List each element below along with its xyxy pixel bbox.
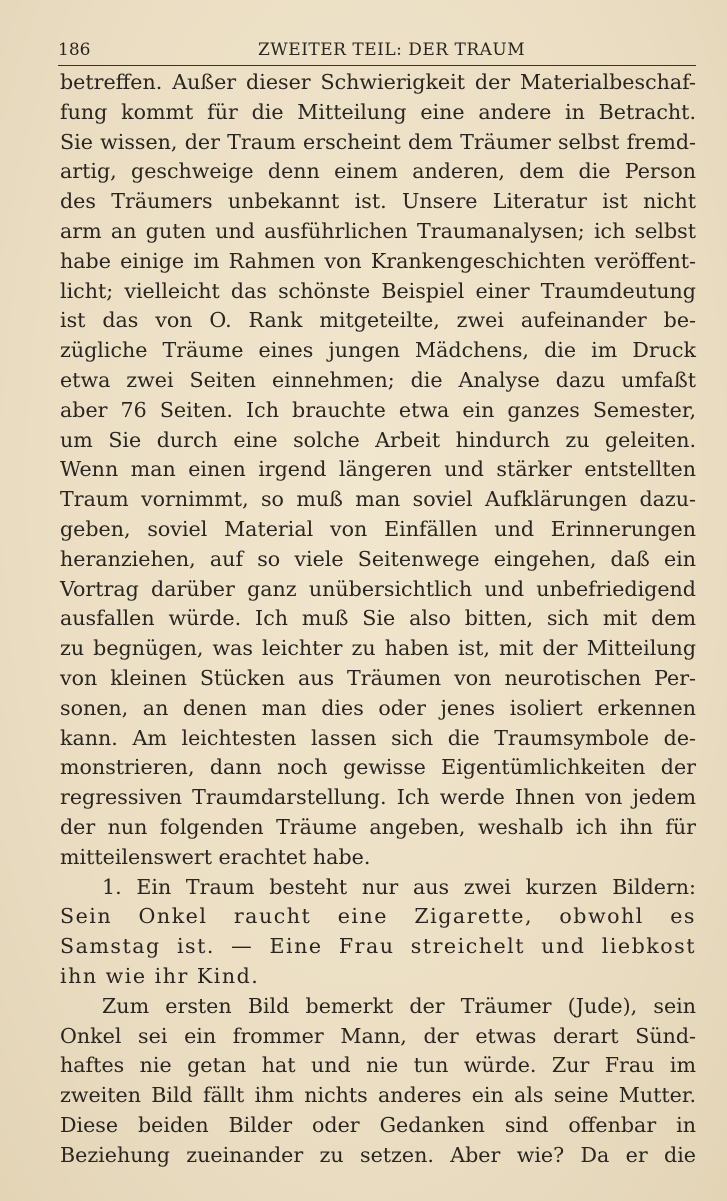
text-line: Samstag ist. — Eine Frau streichelt und liebkost [60,934,696,959]
body-text [60,68,700,1170]
text-line: heranziehen, auf so viele Seitenwege eingehen, daß ein [60,546,696,571]
text-line: zweiten Bild fällt ihm nichts anderes ein als seine Mutter. [60,1083,696,1108]
text-line: Zum ersten Bild bemerkt der Träumer (Jude), sein [102,993,696,1018]
text-line: zügliche Träume eines jungen Mädchens, die im Druck [60,338,696,363]
text-line: Diese beiden Bilder oder Gedanken sind offenbar in [60,1112,696,1137]
text-line: von kleinen Stücken aus Träumen von neurotischen Per- [60,665,696,690]
text-line: etwa zwei Seiten einnehmen; die Analyse dazu umfaßt [60,367,696,392]
text-line: mitteilenswert erachtet habe. [60,844,371,869]
text-line: ausfallen würde. Ich muß Sie also bitten, sich mit dem [60,606,696,631]
page-header [58,38,696,64]
text-line: geben, soviel Material von Einfällen und Erinnerungen [60,516,696,541]
text-line: zu begnügen, was leichter zu haben ist, mit der Mitteilung [60,636,696,661]
text-line: betreffen. Außer dieser Schwierigkeit der Materialbeschaf- [60,70,696,94]
page-number: 186 [58,40,91,60]
text-line: artig, geschweige denn einem anderen, dem die Person [60,159,696,184]
text-line: aber 76 Seiten. Ich brauchte etwa ein ganzes Semester, [60,397,696,422]
text-line: regressiven Traumdarstellung. Ich werde Ihnen von jedem [60,785,696,810]
text-line: monstrieren, dann noch gewisse Eigentümlichkeiten der [60,755,696,780]
text-line: Wenn man einen irgend längeren und stärker entstellten [60,457,696,482]
text-line: um Sie durch eine solche Arbeit hindurch zu geleiten. [60,427,696,452]
text-line: der nun folgenden Träume angeben, weshalb ich ihn für [60,814,696,839]
text-line: fung kommt für die Mitteilung eine andere in Betracht. [60,99,696,124]
text-line: ist das von O. Rank mitgeteilte, zwei aufeinander be- [60,308,696,333]
text-line: kann. Am leichtesten lassen sich die Traumsymbole de- [60,725,696,750]
text-line: sonen, an denen man dies oder jenes isoliert erkennen [60,695,696,720]
text-line: arm an guten und ausführlichen Traumanalysen; ich selbst [60,218,696,243]
text-line: des Träumers unbekannt ist. Unsere Literatur ist nicht [60,189,696,214]
text-line: Sie wissen, der Traum erscheint dem Träumer selbst fremd- [60,129,696,154]
header-rule [58,65,696,66]
text-line: Onkel sei ein frommer Mann, der etwas derart Sünd- [60,1023,696,1048]
text-line: habe einige im Rahmen von Krankengeschichten veröffent- [60,248,696,273]
text-line: ihn wie ihr Kind. [60,963,260,988]
text-line: licht; vielleicht das schönste Beispiel einer Traumdeutung [60,278,696,303]
text-line: Vortrag darüber ganz unübersichtlich und unbefriedigend [60,576,696,601]
text-line: Beziehung zueinander zu setzen. Aber wie? Da er die [60,1142,696,1167]
text-line: Sein Onkel raucht eine Zigarette, obwohl es [60,904,696,929]
text-line: haftes nie getan hat und nie tun würde. Zur Frau im [60,1053,696,1078]
text-line: 1. Ein Traum besteht nur aus zwei kurzen Bildern: [102,874,696,899]
running-head: ZWEITER TEIL: DER TRAUM [258,40,526,60]
text-line: Traum vornimmt, so muß man soviel Aufklärungen dazu- [60,487,696,512]
